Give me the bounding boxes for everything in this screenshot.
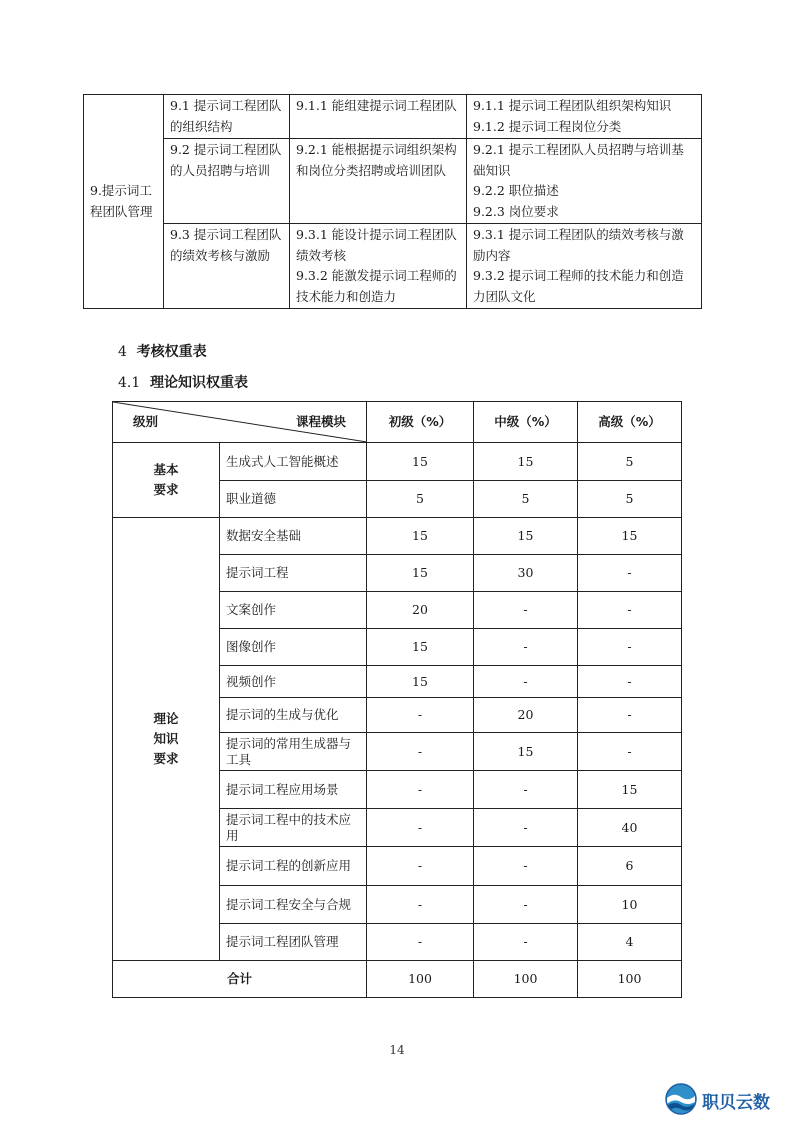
knowledge-item: 9.1.2 提示词工程岗位分类	[473, 118, 622, 134]
basic-requirements-label: 基本要求	[113, 443, 220, 518]
senior-value: -	[578, 666, 682, 698]
unit-cell: 9.1 提示词工程团队的组织结构	[164, 95, 290, 139]
senior-header: 高级（%）	[578, 402, 682, 443]
senior-value: -	[578, 592, 682, 629]
junior-value: 5	[367, 481, 474, 518]
junior-header: 初级（%）	[367, 402, 474, 443]
module-cell: 提示词的常用生成器与工具	[220, 733, 367, 771]
junior-value: 20	[367, 592, 474, 629]
module-cell: 提示词工程中的技术应用	[220, 809, 367, 847]
junior-value: -	[367, 733, 474, 771]
senior-value: -	[578, 733, 682, 771]
senior-value: -	[578, 555, 682, 592]
senior-total: 100	[578, 961, 682, 998]
competency-table	[83, 94, 702, 309]
middle-value: 15	[474, 733, 578, 771]
middle-value: -	[474, 592, 578, 629]
middle-value: -	[474, 629, 578, 666]
subsection-title: 理论知识权重表	[150, 375, 249, 391]
module-cell: 视频创作	[220, 666, 367, 698]
knowledge-cell	[467, 224, 702, 309]
senior-value: -	[578, 698, 682, 733]
module-cell: 提示词工程安全与合规	[220, 886, 367, 924]
middle-value: 5	[474, 481, 578, 518]
unit-cell: 9.2 提示词工程团队的人员招聘与培训	[164, 139, 290, 224]
middle-value: -	[474, 809, 578, 847]
skill-cell	[290, 139, 467, 224]
page-number: 14	[389, 1043, 405, 1057]
junior-value: 15	[367, 518, 474, 555]
skill-item: 9.1.1 能组建提示词工程团队	[296, 98, 457, 113]
junior-value: -	[367, 698, 474, 733]
junior-value: -	[367, 771, 474, 809]
skill-item: 9.3.2 能激发提示词工程师的技术能力和创造力	[296, 268, 457, 304]
senior-value: 4	[578, 924, 682, 961]
table-header-row	[113, 402, 682, 443]
senior-value: 10	[578, 886, 682, 924]
module-cell: 提示词的生成与优化	[220, 698, 367, 733]
middle-value: 15	[474, 443, 578, 481]
senior-value: 15	[578, 771, 682, 809]
module-cell: 文案创作	[220, 592, 367, 629]
middle-value: -	[474, 666, 578, 698]
senior-value: 5	[578, 481, 682, 518]
table-row	[113, 518, 682, 555]
module-cell: 生成式人工智能概述	[220, 443, 367, 481]
junior-total: 100	[367, 961, 474, 998]
knowledge-cell	[467, 95, 702, 139]
theory-requirements-label: 理论知识要求	[113, 518, 220, 961]
middle-header: 中级（%）	[474, 402, 578, 443]
category-cell: 9.提示词工程团队管理	[84, 95, 164, 309]
unit-cell: 9.3 提示词工程团队的绩效考核与激励	[164, 224, 290, 309]
junior-value: -	[367, 924, 474, 961]
theory-weight-table	[112, 401, 682, 998]
subsection-heading	[118, 372, 248, 392]
senior-value: 6	[578, 847, 682, 886]
knowledge-item: 9.2.2 职位描述	[473, 183, 559, 198]
senior-value: -	[578, 629, 682, 666]
junior-value: 15	[367, 629, 474, 666]
middle-value: 20	[474, 698, 578, 733]
skill-item: 9.2.1 能根据提示词组织架构和岗位分类招聘或培训团队	[296, 142, 457, 178]
subsection-number: 4.1	[118, 375, 141, 391]
knowledge-item: 9.1.1 提示词工程团队组织架构知识	[473, 98, 672, 113]
senior-value: 40	[578, 809, 682, 847]
brand-logo	[664, 1082, 792, 1118]
middle-value: -	[474, 847, 578, 886]
module-cell: 提示词工程团队管理	[220, 924, 367, 961]
wave-logo-icon	[664, 1082, 698, 1116]
module-cell: 提示词工程	[220, 555, 367, 592]
middle-value: -	[474, 924, 578, 961]
diagonal-header-cell	[113, 402, 367, 443]
total-row	[113, 961, 682, 998]
module-cell: 图像创作	[220, 629, 367, 666]
middle-value: -	[474, 771, 578, 809]
knowledge-item: 9.3.2 提示词工程师的技术能力和创造力团队文化	[473, 268, 684, 304]
junior-value: 15	[367, 666, 474, 698]
middle-value: -	[474, 886, 578, 924]
junior-value: -	[367, 809, 474, 847]
module-cell: 职业道德	[220, 481, 367, 518]
knowledge-item: 9.2.3 岗位要求	[473, 203, 559, 219]
skill-item: 9.3.1 能设计提示词工程团队绩效考核	[296, 227, 457, 263]
junior-value: -	[367, 847, 474, 886]
skill-cell	[290, 95, 467, 139]
table-row	[113, 443, 682, 481]
junior-value: 15	[367, 443, 474, 481]
module-cell: 数据安全基础	[220, 518, 367, 555]
total-label: 合计	[113, 961, 367, 998]
knowledge-item: 9.2.1 提示工程团队人员招聘与培训基础知识	[473, 142, 684, 178]
middle-value: 30	[474, 555, 578, 592]
junior-value: -	[367, 886, 474, 924]
knowledge-cell	[467, 139, 702, 224]
middle-value: 15	[474, 518, 578, 555]
senior-value: 15	[578, 518, 682, 555]
brand-name: 职贝云数	[702, 1093, 770, 1113]
middle-total: 100	[474, 961, 578, 998]
junior-value: 15	[367, 555, 474, 592]
section-heading	[118, 341, 207, 361]
module-cell: 提示词工程应用场景	[220, 771, 367, 809]
senior-value: 5	[578, 443, 682, 481]
module-cell: 提示词工程的创新应用	[220, 847, 367, 886]
module-header: 课程模块	[295, 414, 346, 429]
section-number: 4	[118, 344, 127, 360]
knowledge-item: 9.3.1 提示词工程团队的绩效考核与激励内容	[473, 227, 684, 263]
level-header: 级别	[133, 414, 159, 429]
skill-cell	[290, 224, 467, 309]
section-title: 考核权重表	[136, 344, 207, 360]
